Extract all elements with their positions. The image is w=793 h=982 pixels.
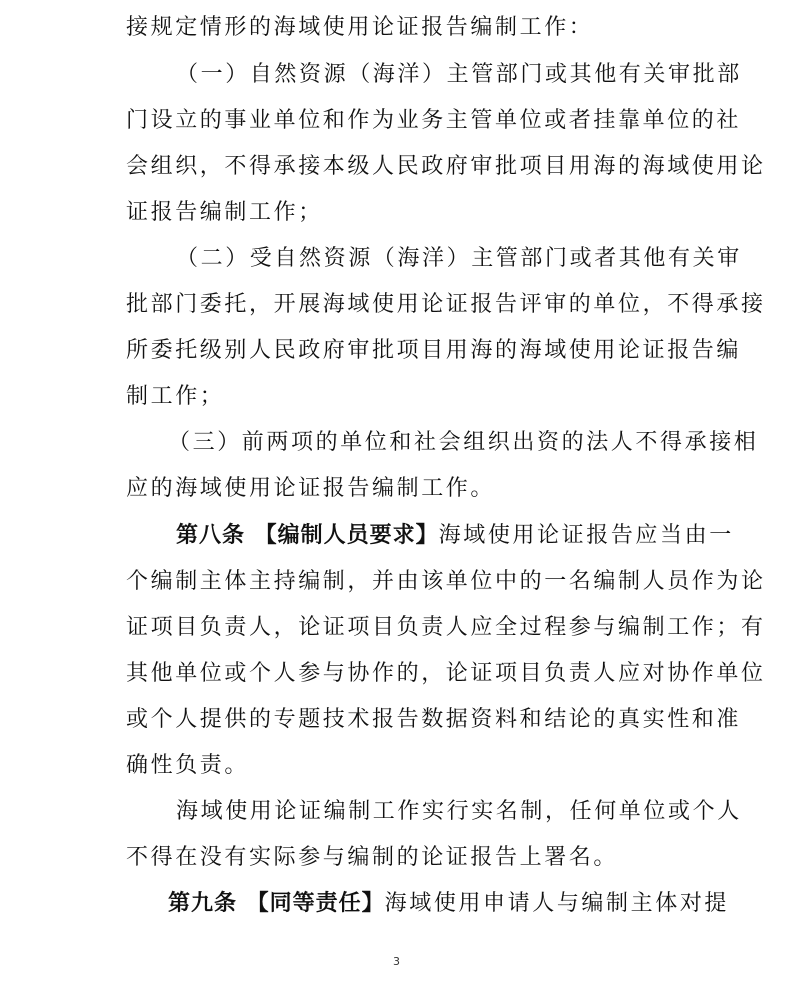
text-line: 个编制主体主持编制，并由该单位中的一名编制人员作为论 — [126, 569, 766, 594]
article-8-first-line — [176, 522, 734, 550]
article-8-number: 第八条 — [176, 523, 246, 548]
text-line: 证项目负责人，论证项目负责人应全过程参与编制工作；有 — [126, 615, 766, 640]
text-line: 不得在没有实际参与编制的论证报告上署名。 — [126, 845, 619, 870]
text-line: （三）前两项的单位和社会组织出资的法人不得承接相 — [168, 430, 759, 455]
page-number: 3 — [393, 955, 400, 968]
article-9-title: 【同等责任】 — [246, 891, 385, 916]
text-line: 会组织，不得承接本级人民政府审批项目用海的海域使用论 — [126, 154, 766, 179]
text-line: 其他单位或个人参与协作的，论证项目负责人应对协作单位 — [126, 661, 766, 686]
text-line: 确性负责。 — [126, 753, 250, 778]
text-line: 批部门委托，开展海域使用论证报告评审的单位，不得承接 — [126, 292, 766, 317]
text-line: 门设立的事业单位和作为业务主管单位或者挂靠单位的社 — [126, 108, 742, 133]
text-line: 所委托级别人民政府审批项目用海的海域使用论证报告编 — [126, 338, 742, 363]
article-9-text: 海域使用申请人与编制主体对提 — [384, 891, 730, 916]
text-line: 或个人提供的专题技术报告数据资料和结论的真实性和准 — [126, 707, 742, 732]
text-line: （二）受自然资源（海洋）主管部门或者其他有关审 — [176, 246, 742, 271]
text-line: 海域使用论证编制工作实行实名制，任何单位或个人 — [176, 799, 742, 824]
article-8-title: 【编制人员要求】 — [254, 523, 439, 548]
text-line: 证报告编制工作； — [126, 200, 323, 225]
text-line: （一）自然资源（海洋）主管部门或其他有关审批部 — [176, 62, 742, 87]
text-line: 接规定情形的海域使用论证报告编制工作： — [126, 15, 594, 40]
article-8-text: 海域使用论证报告应当由一 — [438, 523, 734, 548]
text-line: 制工作； — [126, 384, 225, 409]
text-line: 应的海域使用论证报告编制工作。 — [126, 476, 496, 501]
article-9-number: 第九条 — [168, 891, 238, 916]
article-9-first-line — [168, 890, 729, 918]
